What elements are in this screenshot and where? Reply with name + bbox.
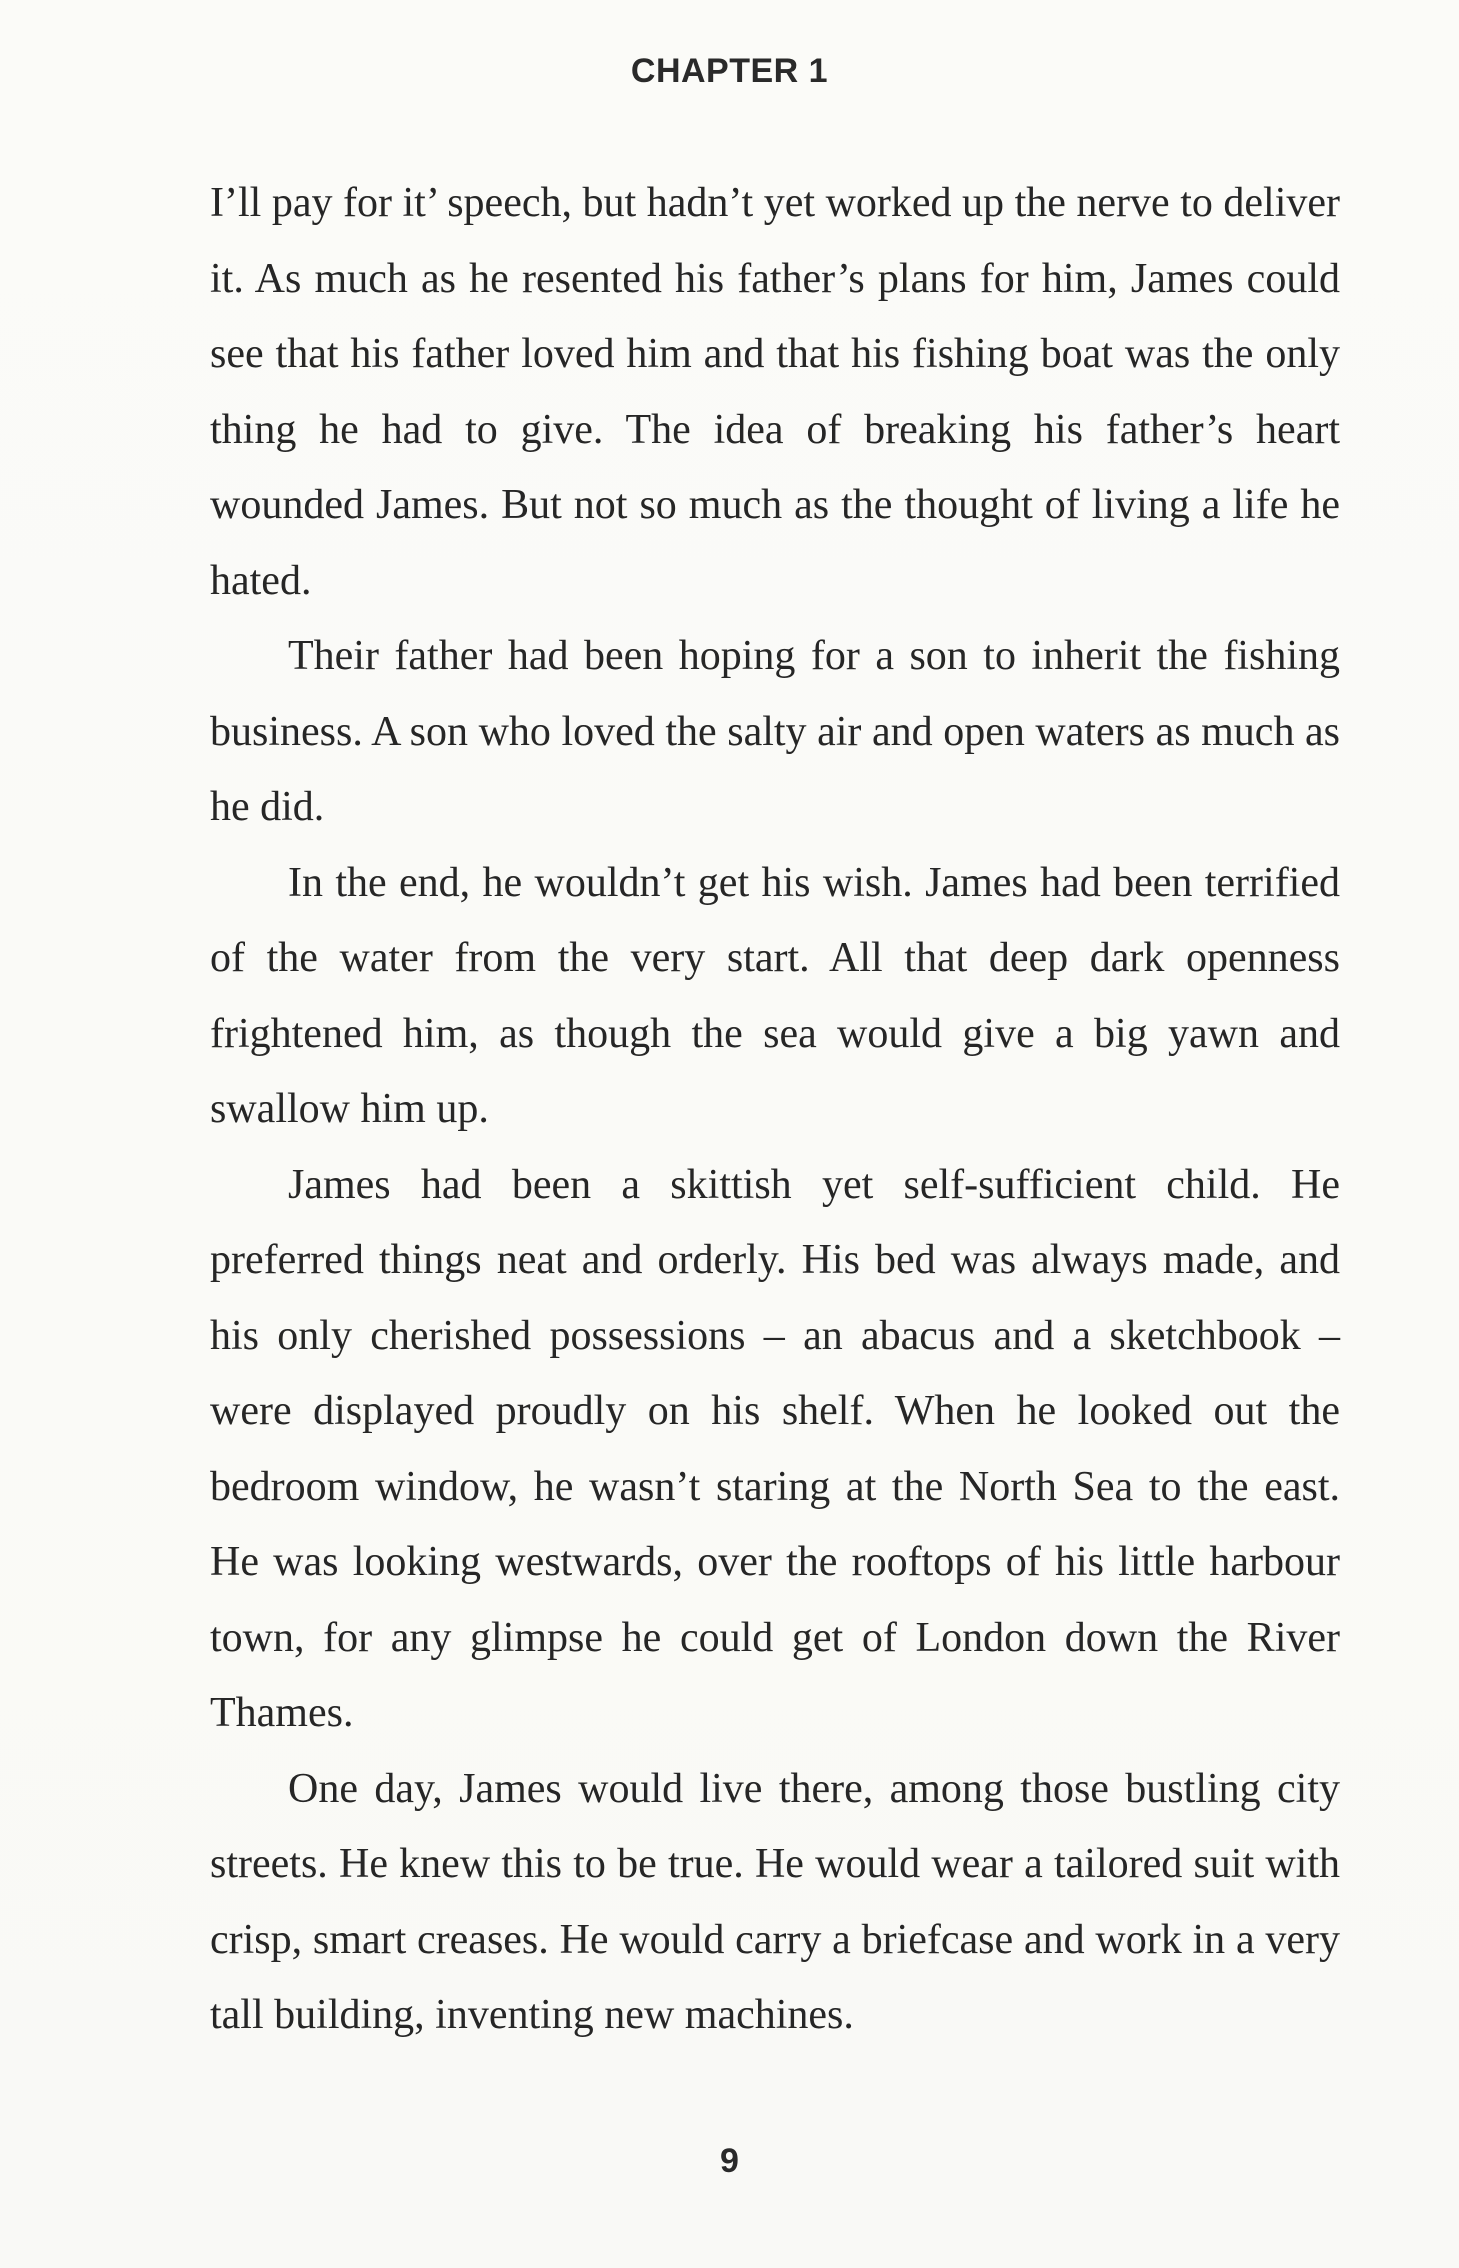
paragraph: Their father had been hoping for a son to inherit the fishing business. A son who loved the salty air and open waters as much as he did.: [210, 633, 1340, 830]
page-number: 9: [720, 2142, 739, 2180]
paragraph: In the end, he wouldn’t get his wish. James had been terrified of the water from the very start. All that deep dark openness frightened him, as though the sea would give a big yawn and swallow him up.: [210, 859, 1340, 1132]
paragraph: James had been a skittish yet self-sufficient child. He preferred things neat and orderly. His bed was always made, and his only cherished possessions – an abacus and a sketchbook – were displayed proudly on his shelf. When he looked out the bedroom window, he wasn’t staring at the North Sea to the east. He was looking westwards, over the rooftops of his little harbour town, for any glimpse he could get of London down the River Thames.: [210, 1161, 1340, 1736]
running-head: CHAPTER 1: [630, 52, 829, 90]
paragraph-continued: I’ll pay for it’ speech, but hadn’t yet worked up the nerve to deliver it. As much as he resented his father’s plans for him, James could see that his father loved him and that his fishing boat was the only thing he had to give. The idea of breaking his father’s heart wounded James. But not so much as the thought of living a life he hated.: [210, 180, 1340, 604]
paragraph: One day, James would live there, among those bustling city streets. He knew this to be true. He would wear a tailored suit with crisp, smart creases. He would carry a briefcase and work in a very tall building, inventing new machines.: [210, 1765, 1340, 2038]
body-text: [210, 166, 1340, 2054]
